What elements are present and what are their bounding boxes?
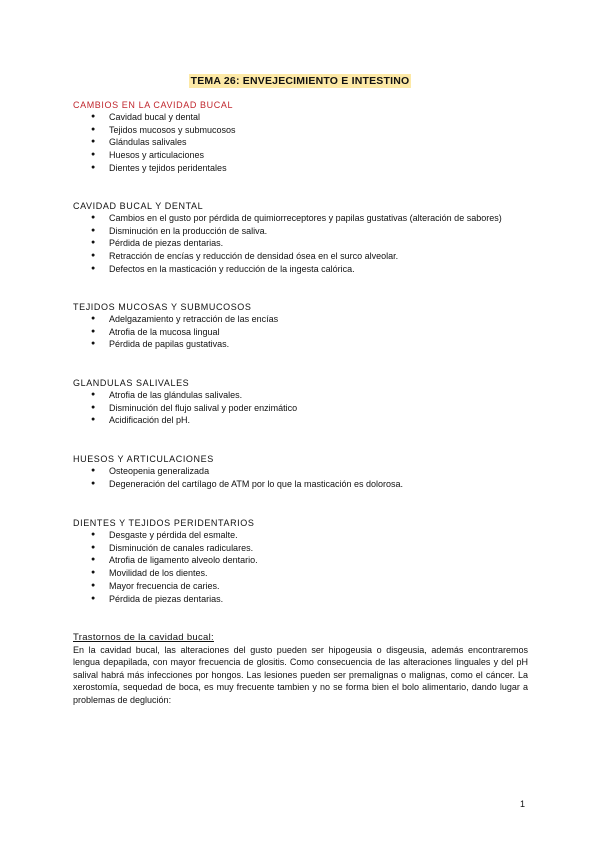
- list-item: ● Defectos en la masticación y reducción de la ingesta calórica.: [91, 263, 355, 274]
- list-item: ● Pérdida de piezas dentarias.: [91, 238, 224, 249]
- list-item: ● Movilidad de los dientes.: [91, 568, 208, 579]
- bullet-icon: ●: [91, 315, 96, 322]
- list-item: ● Disminución en la producción de saliva.: [91, 225, 268, 236]
- list-item: ● Acidificación del pH.: [91, 415, 191, 426]
- list-item: ● Retracción de encías y reducción de densidad ósea en el surco alveolar.: [91, 251, 399, 262]
- section-huesos-articulaciones: [73, 453, 533, 490]
- bullet-icon: ●: [91, 467, 96, 474]
- section-dientes-tejidos: [73, 517, 533, 605]
- bullet-icon: ●: [91, 581, 96, 589]
- bullet-icon: ●: [91, 556, 96, 564]
- bullet-icon: ●: [91, 569, 96, 577]
- list-item: ● Cavidad bucal y dental: [91, 112, 201, 122]
- section-heading: CAMBIOS EN LA CAVIDAD BUCAL: [73, 100, 234, 110]
- bullet-icon: ●: [91, 327, 96, 335]
- list-item: ● Atrofia de la mucosa lingual: [91, 326, 220, 337]
- bullet-icon: ●: [91, 226, 96, 234]
- section-heading: GLANDULAS SALIVALES: [73, 378, 190, 388]
- list-item: ● Dientes y tejidos peridentales: [91, 162, 227, 173]
- bullet-icon: ●: [91, 138, 96, 146]
- list-item: ● Glándulas salivales: [91, 137, 187, 148]
- list-item: ● Atrofia de ligamento alveolo dentario.: [91, 555, 258, 566]
- list-item: ● Cambios en el gusto por pérdida de quimiorreceptores y papilas gustativas (alteración de sabores): [91, 213, 502, 223]
- bullet-icon: ●: [91, 531, 96, 538]
- bullet-icon: ●: [91, 594, 96, 602]
- bullet-icon: ●: [91, 214, 96, 221]
- bullet-icon: ●: [91, 113, 96, 120]
- bullet-icon: ●: [91, 151, 96, 159]
- bullet-icon: ●: [91, 264, 96, 272]
- list-item: ● Atrofia de las glándulas salivales.: [91, 390, 243, 400]
- list-item: ● Mayor frecuencia de caries.: [91, 580, 220, 591]
- bullet-icon: ●: [91, 340, 96, 348]
- bullet-icon: ●: [91, 391, 96, 398]
- bullet-icon: ●: [91, 416, 96, 424]
- list-item: ● Pérdida de papilas gustativas.: [91, 339, 230, 350]
- section-tejidos-mucosas: [73, 301, 533, 351]
- page-title: TEMA 26: ENVEJECIMIENTO E INTESTINO: [190, 75, 410, 87]
- bullet-icon: ●: [91, 125, 96, 133]
- list-item: ● Osteopenia generalizada: [91, 466, 210, 476]
- bullet-icon: ●: [91, 403, 96, 411]
- trastornos-paragraph: [73, 632, 528, 706]
- section-heading: TEJIDOS MUCOSAS Y SUBMUCOSOS: [73, 302, 252, 312]
- section-heading: HUESOS Y ARTICULACIONES: [73, 454, 214, 464]
- section-cambios-cavidad-bucal: [73, 99, 533, 175]
- bullet-icon: ●: [91, 479, 96, 487]
- bullet-icon: ●: [91, 252, 96, 260]
- section-glandulas-salivales: [73, 377, 533, 427]
- list-item: ● Disminución del flujo salival y poder enzimático: [91, 402, 298, 413]
- section-heading: DIENTES Y TEJIDOS PERIDENTARIOS: [73, 518, 255, 528]
- paragraph-text: En la cavidad bucal, las alteraciones del gusto pueden ser hipogeusia o disgeusia, además encontraremos lengua depapilada, con mayor frecuencia de glositis. Como consecuencia de las alteraciones linguales y del pH salival habrá más infecciones por hongos. Las lesiones pueden ser premalignas o malignas, como el cáncer. La xerostomía, sequedad de boca, es muy frecuente tambien y no se forma bien el bolo alimentario, dando lugar a problemas de deglución:: [73, 645, 528, 705]
- list-item: ● Degeneración del cartílago de ATM por lo que la masticación es dolorosa.: [91, 478, 403, 489]
- list-item: ● Huesos y articulaciones: [91, 150, 205, 161]
- section-heading: CAVIDAD BUCAL Y DENTAL: [73, 201, 204, 211]
- list-item: ● Tejidos mucosos y submucosos: [91, 124, 236, 135]
- bullet-icon: ●: [91, 543, 96, 551]
- list-item: ● Desgaste y pérdida del esmalte.: [91, 530, 238, 540]
- bullet-icon: ●: [91, 239, 96, 247]
- bullet-icon: ●: [91, 163, 96, 171]
- list-item: ● Disminución de canales radiculares.: [91, 542, 254, 553]
- list-item: ● Pérdida de piezas dentarias.: [91, 593, 224, 604]
- list-item: ● Adelgazamiento y retracción de las encías: [91, 314, 279, 324]
- paragraph-title: Trastornos de la cavidad bucal:: [73, 632, 214, 643]
- section-cavidad-bucal-dental: [73, 200, 533, 276]
- page-number: 1: [520, 799, 526, 809]
